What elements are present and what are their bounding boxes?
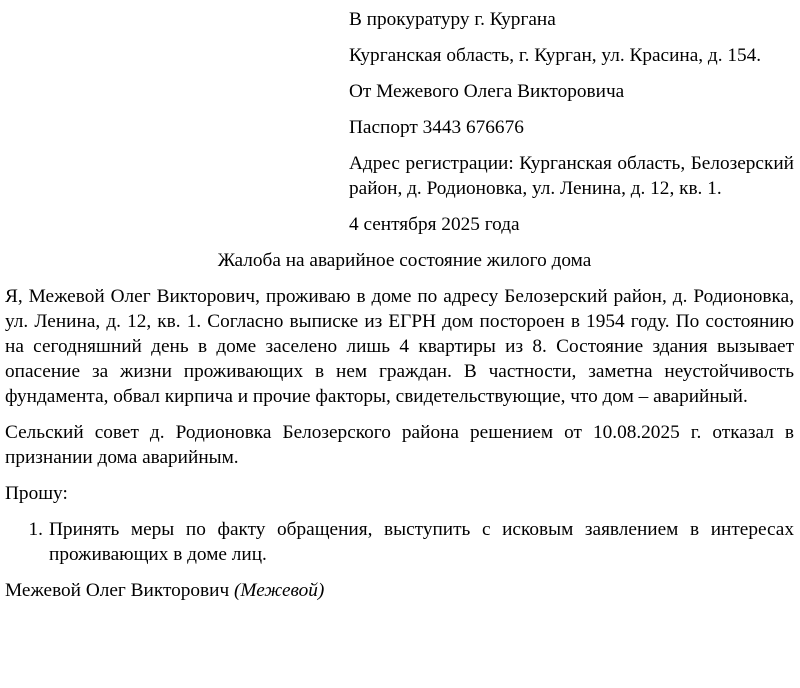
list-item — [5, 517, 794, 567]
sender-registration: Адрес регистрации: Курганская область, Белозерский район, д. Родионовка, ул. Ленина, д. 12, кв. 1. — [349, 153, 794, 199]
request-intro: Прошу: — [5, 483, 68, 504]
handwritten-signature: (Межевой) — [234, 580, 325, 601]
list-item-text: Принять меры по факту обращения, выступить с исковым заявлением в интересах проживающих в доме лиц. — [49, 519, 794, 565]
recipient-address: Курганская область, г. Курган, ул. Красина, д. 154. — [349, 45, 762, 66]
signature-line — [5, 578, 794, 603]
document-title: Жалоба на аварийное состояние жилого дома — [217, 250, 592, 271]
request-list — [5, 517, 794, 567]
signature-name: Межевой Олег Викторович — [5, 580, 230, 601]
recipient: В прокуратуру г. Кургана — [349, 9, 556, 30]
body-paragraph-2: Сельский совет д. Родионовка Белозерского района решением от 10.08.2025 г. отказал в признании дома аварийным. — [5, 422, 794, 468]
sender-passport: Паспорт 3443 676676 — [349, 117, 524, 138]
sender-name: От Межевого Олега Викторовича — [349, 81, 625, 102]
document-date: 4 сентября 2025 года — [349, 214, 520, 235]
addressee-block — [349, 7, 794, 237]
list-item-number: 1. — [28, 519, 43, 540]
body-paragraph-1: Я, Межевой Олег Викторович, проживаю в доме по адресу Белозерский район, д. Родионовка, ул. Ленина, д. 12, кв. 1. Согласно выписке из ЕГРН дом постороен в 1954 году. По состоянию на сегодняшний день в доме заселено лишь 4 квартиры из 8. Состояние здания вызывает опасение за жизни проживающих в нем граждан. В частности, заметна неустойчивость фундамента, обвал кирпича и прочие факторы, свидетельствующие, что дом – аварийный. — [5, 286, 794, 407]
